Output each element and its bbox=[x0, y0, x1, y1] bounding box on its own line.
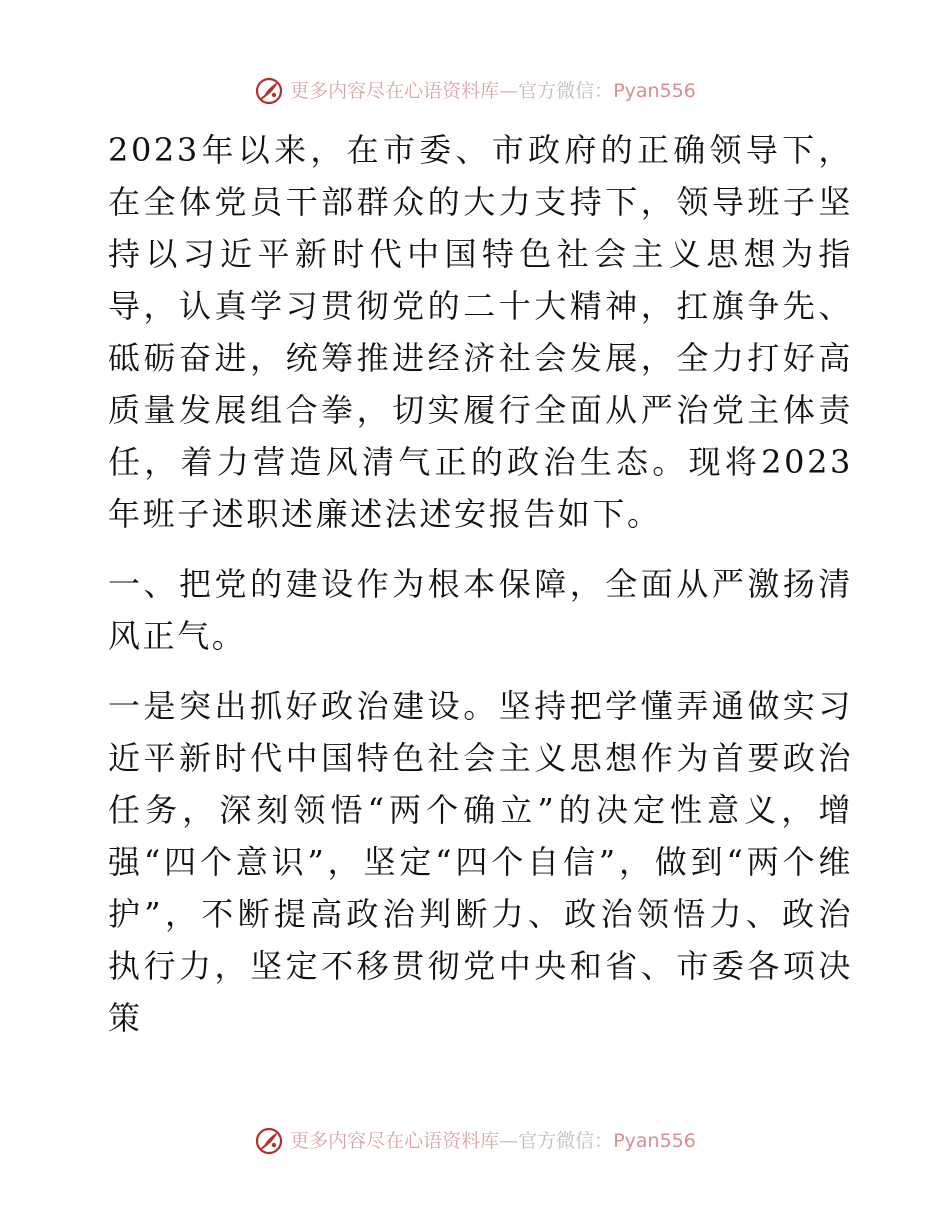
feather-pen-logo-icon bbox=[254, 76, 284, 106]
watermark-wechat-label: 官方微信： bbox=[518, 1130, 614, 1152]
watermark-wechat-id: Pyan556 bbox=[613, 1130, 696, 1152]
watermark-main-text: 更多内容尽在心语资料库 bbox=[290, 80, 500, 102]
intro-paragraph: 2023年以来，在市委、市政府的正确领导下，在全体党员干部群众的大力支持下，领导班子坚持以习近平新时代中国特色社会主义思想为指导，认真学习贯彻党的二十大精神，扛旗争先、砥砺奋进，统筹推进经济社会发展，全力打好高质量发展组合拳，切实履行全面从严治党主体责任，着力营造风清气正的政治生态。现将2023年班子述职述廉述法述安报告如下。 bbox=[108, 131, 853, 533]
watermark-wechat-label: 官方微信： bbox=[518, 80, 614, 102]
watermark-header bbox=[0, 76, 950, 106]
section-paragraph: 一是突出抓好政治建设。坚持把学懂弄通做实习近平新时代中国特色社会主义思想作为首要政治任务，深刻领悟“两个确立”的决定性意义，增强“四个意识”，坚定“四个自信”，做到“两个维护”，不断提高政治判断力、政治领悟力、政治执行力，坚定不移贯彻党中央和省、市委各项决策 bbox=[108, 687, 853, 1037]
section-heading: 一、把党的建设作为根本保障，全面从严激扬清风正气。 bbox=[108, 565, 853, 655]
watermark-wechat-id: Pyan556 bbox=[613, 80, 696, 102]
watermark-main-text: 更多内容尽在心语资料库 bbox=[290, 1130, 500, 1152]
feather-pen-logo-icon bbox=[254, 1126, 284, 1156]
watermark-separator: — bbox=[499, 80, 519, 102]
watermark-separator: — bbox=[499, 1130, 519, 1152]
watermark-footer bbox=[0, 1126, 950, 1156]
document-body bbox=[98, 124, 853, 1062]
